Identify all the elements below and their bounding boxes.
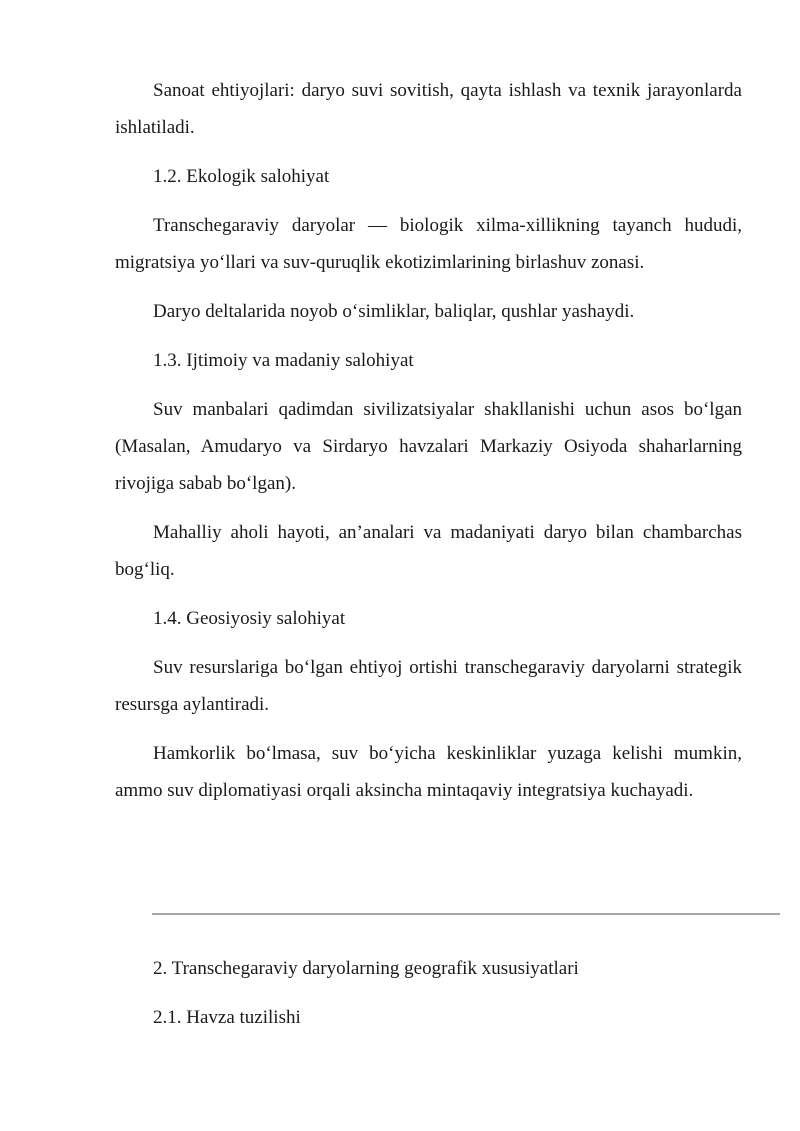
paragraph-strategic-resource: Suv resurslariga bo‘lgan ehtiyoj ortishi transchegaraviy daryolarni strategik resursga aylantiradi. — [115, 657, 742, 715]
section-heading-1-2: 1.2. Ekologik salohiyat — [153, 166, 330, 187]
paragraph-local-culture: Mahalliy aholi hayoti, an’analari va madaniyati daryo bilan chambarchas bog‘liq. — [115, 522, 742, 580]
document-body-lower — [115, 950, 742, 1048]
paragraph-civilizations: Suv manbalari qadimdan sivilizatsiyalar shakllanishi uchun asos bo‘lgan (Masalan, Amudaryo va Sirdaryo havzalari Markaziy Osiyoda shaharlarning rivojiga sabab bo‘lgan). — [115, 399, 742, 494]
horizontal-divider — [152, 913, 780, 915]
section-heading-1-3: 1.3. Ijtimoiy va madaniy salohiyat — [153, 350, 414, 371]
paragraph-biodiversity: Transchegaraviy daryolar — biologik xilma-xillikning tayanch hududi, migratsiya yo‘llari va suv-quruqlik ekotizimlarining birlashuv zonasi. — [115, 215, 742, 273]
document-body — [115, 72, 742, 821]
paragraph-water-diplomacy: Hamkorlik bo‘lmasa, suv bo‘yicha keskinliklar yuzaga kelishi mumkin, ammo suv diplomatiyasi orqali aksincha mintaqaviy integratsiya kuchayadi. — [115, 743, 742, 801]
section-heading-1-4: 1.4. Geosiyosiy salohiyat — [153, 608, 346, 629]
paragraph-river-deltas: Daryo deltalarida noyob o‘simliklar, baliqlar, qushlar yashaydi. — [153, 301, 635, 322]
paragraph-industrial-needs: Sanoat ehtiyojlari: daryo suvi sovitish, qayta ishlash va texnik jarayonlarda ishlatiladi. — [115, 80, 742, 138]
section-heading-2-1: 2.1. Havza tuzilishi — [153, 1007, 301, 1028]
section-heading-2: 2. Transchegaraviy daryolarning geografik xususiyatlari — [153, 958, 579, 979]
